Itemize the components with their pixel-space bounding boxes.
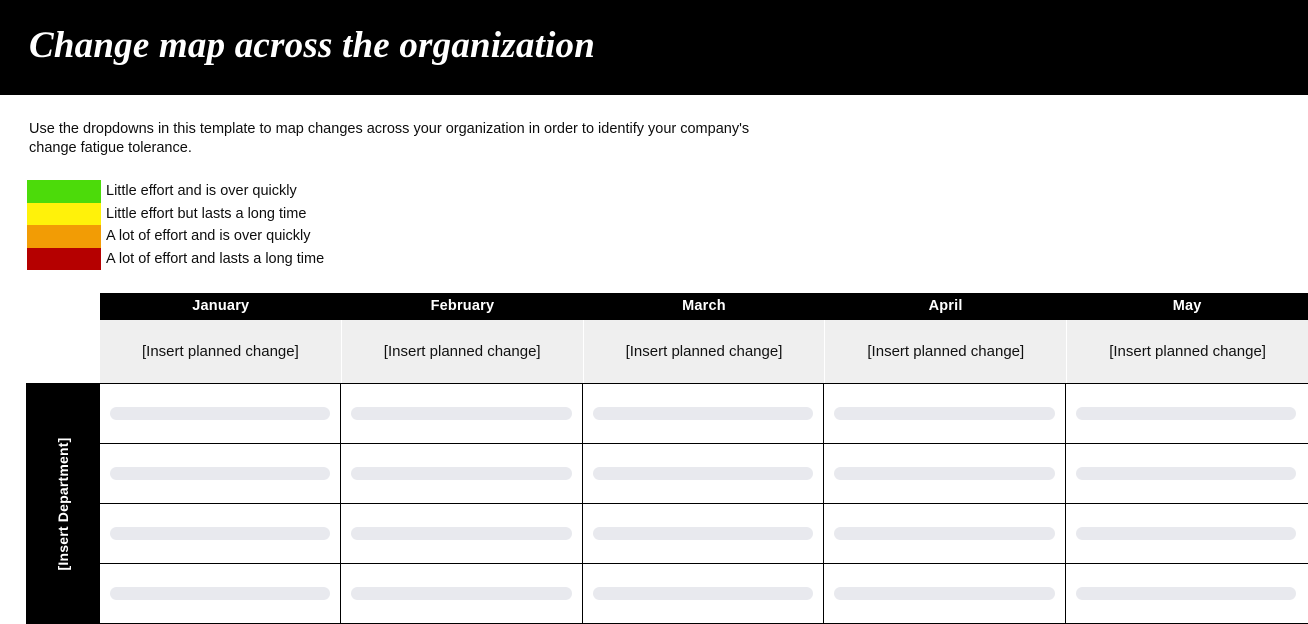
- planned-change-cell-january[interactable]: [Insert planned change]: [100, 320, 342, 383]
- entry-cell[interactable]: [583, 504, 824, 563]
- department-sidebar: [26, 383, 100, 624]
- table-row: [100, 384, 1308, 444]
- month-header-march: March: [682, 298, 726, 314]
- entry-cell[interactable]: [583, 384, 824, 443]
- month-header-row: [100, 293, 1308, 320]
- dropdown-placeholder[interactable]: [1076, 407, 1296, 420]
- entry-cell[interactable]: [100, 564, 341, 623]
- page-title: Change map across the organization: [29, 25, 596, 66]
- entry-rows: [100, 383, 1308, 624]
- dropdown-placeholder[interactable]: [1076, 587, 1296, 600]
- entry-cell[interactable]: [583, 564, 824, 623]
- entry-cell[interactable]: [824, 444, 1065, 503]
- table-row: [100, 444, 1308, 504]
- legend-label: Little effort but lasts a long time: [106, 205, 307, 222]
- department-label[interactable]: [Insert Department]: [55, 437, 71, 570]
- month-header-april: April: [928, 298, 963, 314]
- month-header-february: February: [430, 298, 495, 314]
- dropdown-placeholder[interactable]: [351, 407, 571, 420]
- month-header-may: May: [1172, 298, 1202, 314]
- change-map-table: [100, 293, 1308, 624]
- dropdown-placeholder[interactable]: [110, 587, 330, 600]
- page-header-bar: [0, 0, 1308, 95]
- entry-cell[interactable]: [100, 504, 341, 563]
- dropdown-placeholder[interactable]: [593, 527, 813, 540]
- table-row: [100, 504, 1308, 564]
- entry-cell[interactable]: [583, 444, 824, 503]
- entry-cell[interactable]: [1066, 384, 1308, 443]
- dropdown-placeholder[interactable]: [110, 527, 330, 540]
- dropdown-placeholder[interactable]: [593, 407, 813, 420]
- dropdown-placeholder[interactable]: [834, 587, 1054, 600]
- planned-change-cell-february[interactable]: [Insert planned change]: [342, 320, 584, 383]
- legend-swatch-red: [27, 248, 101, 271]
- dropdown-placeholder[interactable]: [593, 587, 813, 600]
- planned-change-cell-march[interactable]: [Insert planned change]: [584, 320, 826, 383]
- entry-cell[interactable]: [1066, 504, 1308, 563]
- dropdown-placeholder[interactable]: [1076, 467, 1296, 480]
- dropdown-placeholder[interactable]: [834, 527, 1054, 540]
- legend-label: A lot of effort and is over quickly: [106, 228, 311, 244]
- dropdown-placeholder[interactable]: [110, 467, 330, 480]
- legend-swatch-yellow: [27, 203, 101, 226]
- dropdown-placeholder[interactable]: [351, 527, 571, 540]
- entry-cell[interactable]: [824, 504, 1065, 563]
- entry-cell[interactable]: [1066, 564, 1308, 623]
- entry-cell[interactable]: [100, 384, 341, 443]
- entry-cell[interactable]: [1066, 444, 1308, 503]
- entry-cell[interactable]: [341, 504, 582, 563]
- legend-swatch-green: [27, 180, 101, 203]
- entry-cell[interactable]: [100, 444, 341, 503]
- entry-cell[interactable]: [824, 564, 1065, 623]
- entry-cell[interactable]: [341, 564, 582, 623]
- legend-label: Little effort and is over quickly: [106, 183, 297, 199]
- legend-swatch-orange: [27, 225, 101, 248]
- legend-item: [27, 248, 324, 271]
- planned-change-row: [100, 320, 1308, 383]
- intro-description: Use the dropdowns in this template to map changes across your organization in order to identify your company's change fatigue tolerance.: [29, 121, 750, 156]
- dropdown-placeholder[interactable]: [110, 407, 330, 420]
- legend-label: A lot of effort and lasts a long time: [106, 250, 325, 267]
- dropdown-placeholder[interactable]: [351, 587, 571, 600]
- dropdown-placeholder[interactable]: [1076, 527, 1296, 540]
- dropdown-placeholder[interactable]: [834, 467, 1054, 480]
- dropdown-placeholder[interactable]: [593, 467, 813, 480]
- legend-item: [27, 180, 324, 203]
- entry-cell[interactable]: [824, 384, 1065, 443]
- planned-change-cell-april[interactable]: [Insert planned change]: [825, 320, 1067, 383]
- legend-item: [27, 225, 324, 248]
- effort-legend: [27, 180, 324, 270]
- dropdown-placeholder[interactable]: [834, 407, 1054, 420]
- month-header-january: January: [192, 298, 250, 314]
- legend-item: [27, 203, 324, 226]
- entry-cell[interactable]: [341, 444, 582, 503]
- dropdown-placeholder[interactable]: [351, 467, 571, 480]
- planned-change-cell-may[interactable]: [Insert planned change]: [1109, 343, 1266, 360]
- table-row: [100, 564, 1308, 624]
- entry-cell[interactable]: [341, 384, 582, 443]
